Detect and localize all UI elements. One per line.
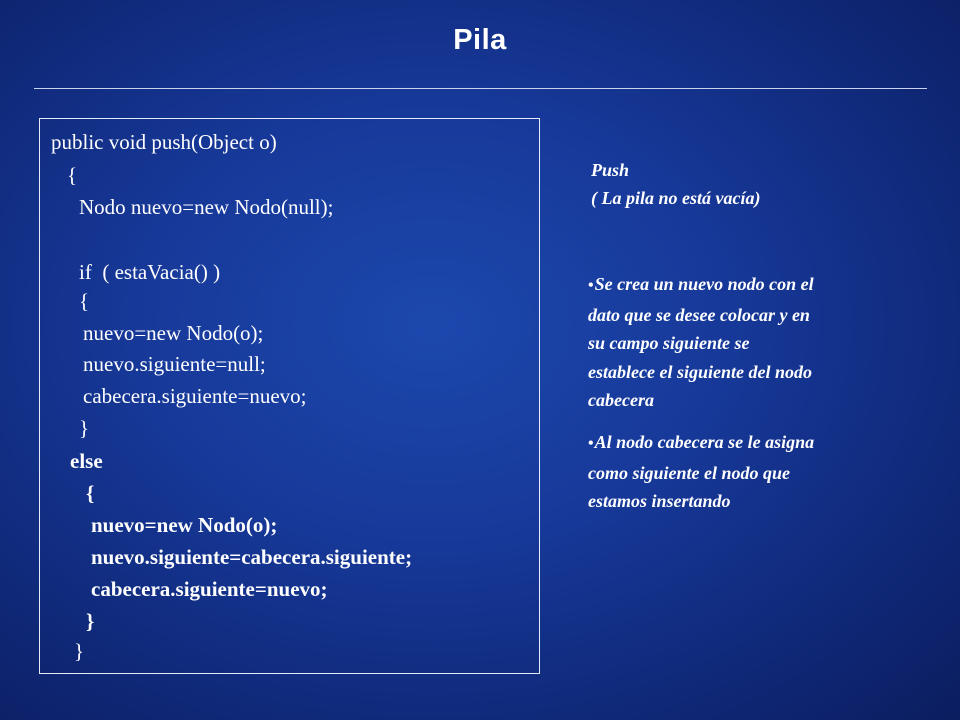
code-line-if-head-next: cabecera.siguiente=nuevo;	[83, 384, 307, 408]
side-heading	[591, 156, 760, 212]
side-heading-title: Push	[591, 160, 630, 180]
code-line-if-next-null: nuevo.siguiente=null;	[83, 352, 266, 376]
code-line-declaration: Nodo nuevo=new Nodo(null);	[79, 195, 334, 219]
title-divider	[34, 88, 927, 89]
code-line-if-new-node: nuevo=new Nodo(o);	[83, 321, 264, 345]
code-line-if: if ( estaVacia() )	[79, 260, 221, 284]
bullet-marker: •	[588, 277, 594, 294]
code-line-signature: public void push(Object o)	[51, 130, 277, 154]
code-line-open-if: {	[79, 289, 90, 313]
bullet-text-line: estamos insertando	[588, 491, 731, 511]
code-line-open-else: {	[86, 481, 95, 505]
bullet-assign-head	[588, 428, 918, 516]
bullet-text-line: dato que se desee colocar y en	[588, 304, 810, 325]
bullet-text-line: Al nodo cabecera se le asigna	[594, 432, 815, 452]
code-line-open-method: {	[67, 163, 78, 187]
bullet-text-line: establece el siguiente del nodo	[588, 361, 812, 382]
code-line-else: else	[70, 449, 103, 473]
code-line-else-head-next: cabecera.siguiente=nuevo;	[91, 577, 328, 601]
side-heading-subtitle: ( La pila no está vacía)	[591, 188, 761, 208]
code-line-close-if: }	[79, 416, 90, 440]
slide-title: Pila	[453, 24, 507, 56]
bullet-create-node	[588, 270, 918, 415]
bullet-text-line: cabecera	[588, 390, 654, 410]
code-line-else-next: nuevo.siguiente=cabecera.siguiente;	[91, 545, 413, 569]
code-line-else-new-node: nuevo=new Nodo(o);	[91, 513, 278, 537]
code-line-close-else: }	[86, 609, 95, 633]
bullet-text-line: su campo siguiente se	[588, 333, 750, 353]
bullet-text-line: como siguiente el nodo que	[588, 462, 790, 483]
bullet-text-line: Se crea un nuevo nodo con el	[594, 274, 814, 294]
bullet-marker: •	[588, 435, 594, 452]
code-line-close-method: }	[74, 639, 85, 663]
